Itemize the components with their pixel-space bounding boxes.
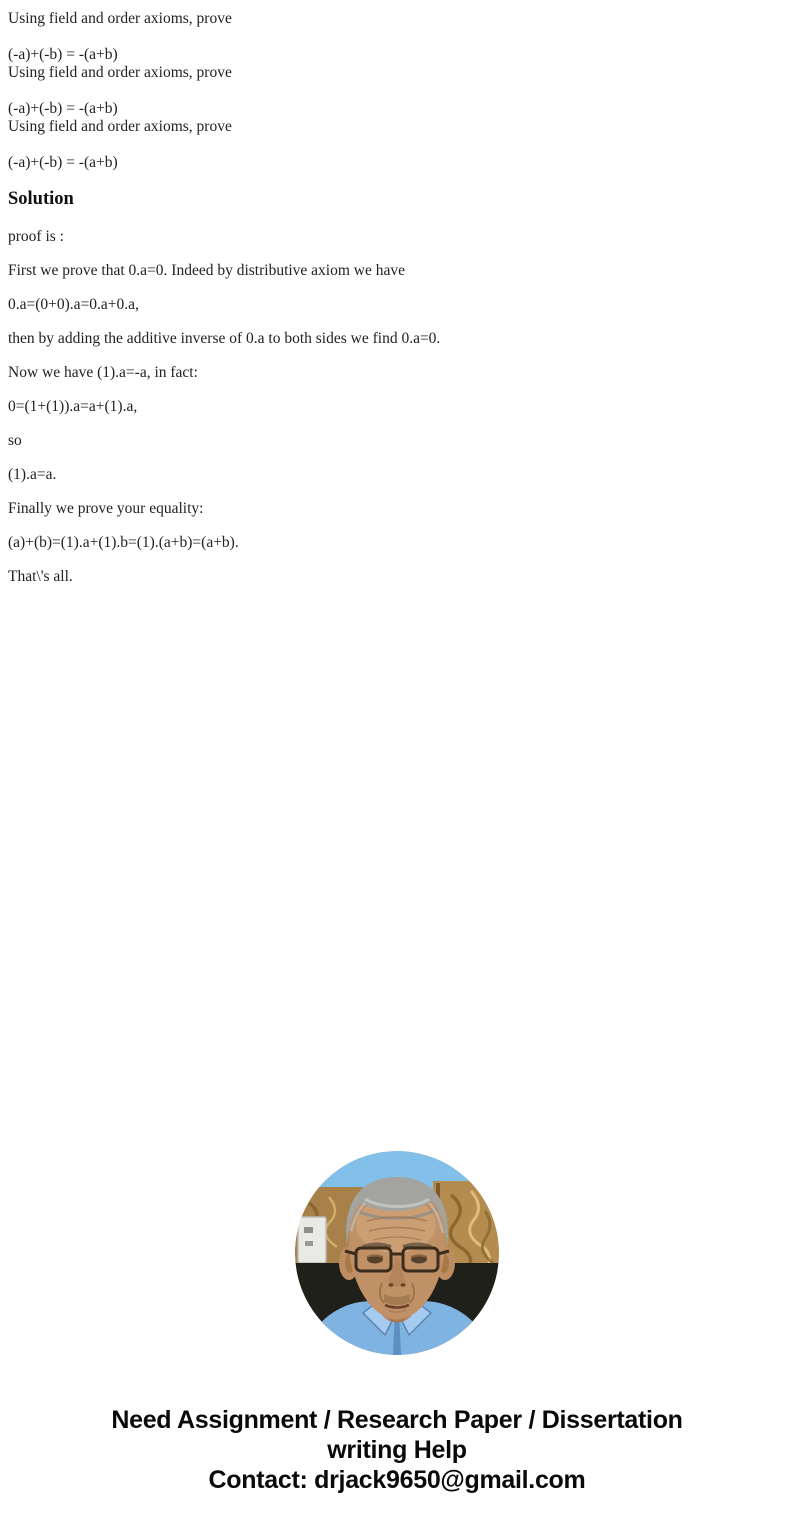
question-line: Using field and order axioms, prove [8,118,232,135]
tutor-portrait-photo [295,1151,499,1355]
solution-paragraph: so [8,432,22,449]
solution-heading: Solution [8,189,74,209]
question-line: Using field and order axioms, prove [8,10,232,27]
footer-banner [8,1405,786,1523]
footer-title-line2: writing Help [327,1436,467,1464]
solution-equation: 0.a=(0+0).a=0.a+0.a, [8,296,139,313]
solution-paragraph: That\'s all. [8,568,73,585]
solution-equation: (1).a=a. [8,466,57,483]
equation-line: (-a)+(-b) = -(a+b) [8,100,118,117]
question-paragraph [8,154,786,172]
question-paragraph [8,46,786,82]
question-line: Using field and order axioms, prove [8,64,232,81]
question-section [8,10,786,172]
portrait-photo-graphic [295,1151,499,1355]
solution-section [8,228,786,586]
solution-equation: (a)+(b)=(1).a+(1).b=(1).(a+b)=(a+b). [8,534,239,551]
solution-paragraph: proof is : [8,228,64,245]
solution-paragraph: then by adding the additive inverse of 0.a to both sides we find 0.a=0. [8,330,441,347]
solution-paragraph: First we prove that 0.a=0. Indeed by distributive axiom we have [8,262,406,279]
footer-contact-email: Contact: drjack9650@gmail.com [208,1466,586,1494]
question-paragraph [8,100,786,136]
footer-title-line1: Need Assignment / Research Paper / Dissertation [111,1406,683,1434]
solution-paragraph: Now we have (1).a=-a, in fact: [8,364,198,381]
whitespace-gap [8,602,786,1151]
solution-equation: 0=(1+(1)).a=a+(1).a, [8,398,138,415]
solution-paragraph: Finally we prove your equality: [8,500,204,517]
equation-line: (-a)+(-b) = -(a+b) [8,154,118,171]
question-paragraph [8,10,786,28]
equation-line: (-a)+(-b) = -(a+b) [8,46,118,63]
